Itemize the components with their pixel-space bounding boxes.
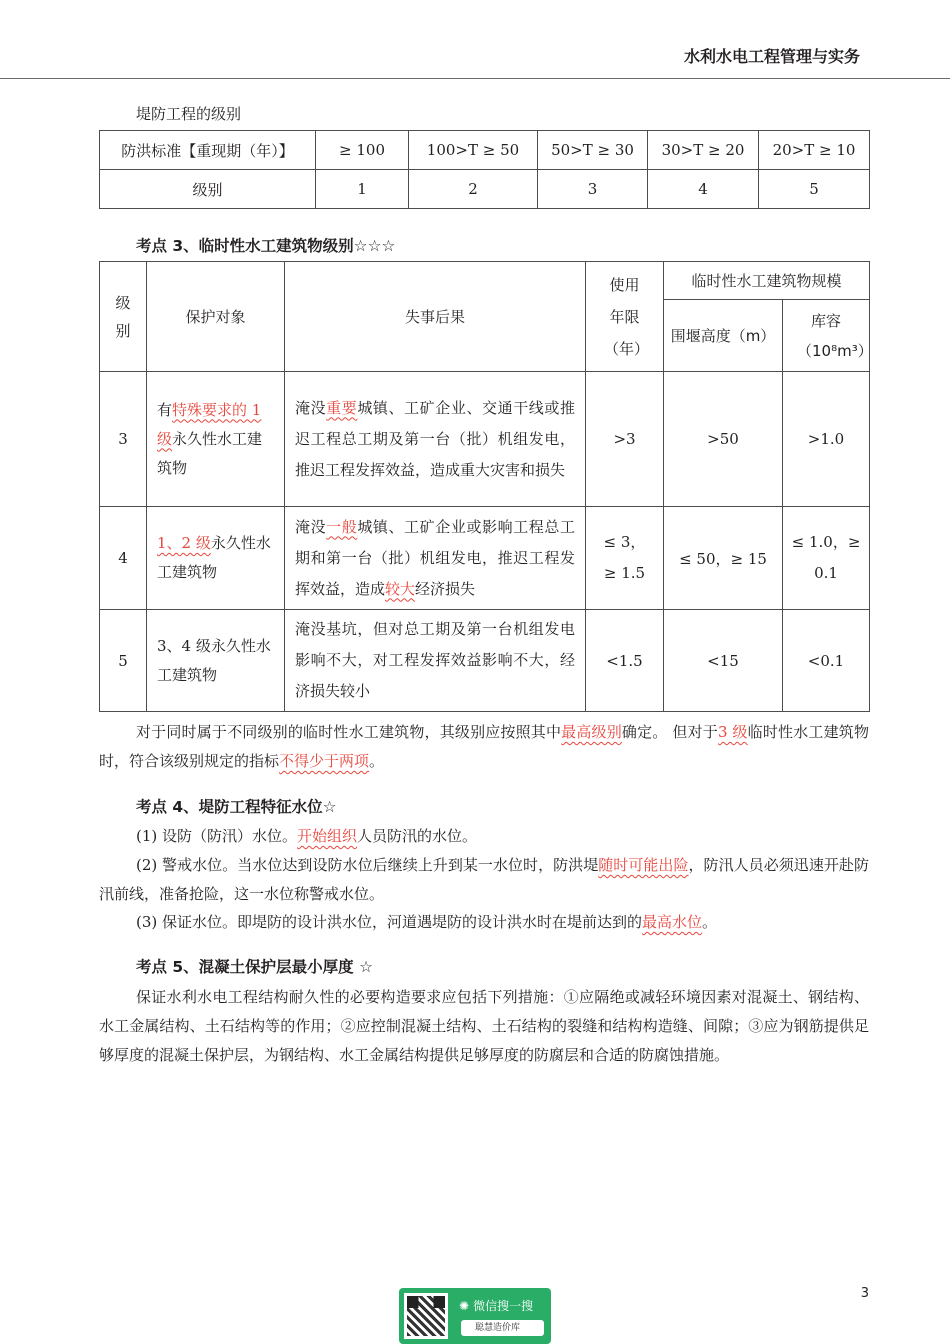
header-cell: 临时性水工建筑物规模	[664, 262, 870, 300]
highlight: 特殊要求的 1 级	[157, 400, 262, 448]
table-row	[100, 610, 870, 712]
table-cell: 5	[759, 170, 870, 209]
table-cell: ≤ 50，≥ 15	[664, 507, 783, 610]
highlight: 最高水位	[642, 913, 703, 931]
table-cell: 淹没一般城镇、工矿企业或影响工程总工期和第一台（批）机组发电，推迟工程发挥效益，造成较大经济损失	[285, 507, 586, 610]
table-cell: 3、4 级永久性水工建筑物	[147, 610, 285, 712]
table-cell: 淹没基坑，但对总工期及第一台机组发电影响不大，对工程发挥效益影响不大，经济损失较小	[285, 610, 586, 712]
table-cell: 3	[100, 372, 147, 507]
table-cell: 1、2 级永久性水工建筑物	[147, 507, 285, 610]
qr-code	[404, 1293, 448, 1339]
table-cell: 4	[100, 507, 147, 610]
highlight: 一般	[326, 517, 358, 536]
section5-heading: 考点 5、混凝土保护层最小厚度 ☆	[136, 958, 373, 976]
wechat-icon: ✺	[459, 1299, 470, 1313]
table-cell: >50	[664, 372, 783, 507]
search-box[interactable]: 聪慧造价库	[461, 1320, 544, 1336]
temporary-structure-table	[99, 261, 873, 712]
levee-level-table	[99, 130, 870, 209]
header-cell: 级别	[100, 262, 147, 372]
wechat-search-badge[interactable]	[399, 1288, 551, 1344]
highlight: 重要	[326, 398, 358, 417]
header-divider	[0, 78, 950, 79]
table-cell: ≤ 1.0，≥ 0.1	[783, 507, 870, 610]
table-cell: 1	[316, 170, 409, 209]
table-cell: 100>T ≥ 50	[409, 131, 538, 170]
table-cell: 2	[409, 170, 538, 209]
section3-heading: 考点 3、临时性水工建筑物级别☆☆☆	[136, 237, 396, 255]
table-cell: <0.1	[783, 610, 870, 712]
section5-paragraph: 保证水利水电工程结构耐久性的必要构造要求应包括下列措施：①应隔绝或减轻环境因素对混凝土、钢结构、水工金属结构、土石结构等的作用；②应控制混凝土结构、土石结构的裂缝和结构构造缝、间隙；③应为钢筋提供足够厚度的混凝土保护层，为钢结构、水工金属结构提供足够厚度的防腐层和合适的防腐蚀措施。	[99, 988, 869, 1064]
badge-label: 微信搜一搜	[473, 1299, 534, 1313]
section4-heading: 考点 4、堤防工程特征水位☆	[136, 798, 337, 816]
table-cell: 50>T ≥ 30	[538, 131, 648, 170]
header-cell: 防洪标准【重现期（年）】	[100, 131, 316, 170]
page-number: 3	[860, 1286, 869, 1301]
highlight: 不得少于两项	[279, 752, 370, 770]
table-cell: ≥ 100	[316, 131, 409, 170]
highlight: 随时可能出险	[598, 856, 689, 874]
header-cell: 使用年限（年）	[586, 262, 664, 372]
table-row	[100, 131, 870, 170]
highlight: 3 级	[717, 723, 748, 741]
header-cell: 保护对象	[147, 262, 285, 372]
header-cell: 失事后果	[285, 262, 586, 372]
table-cell: 20>T ≥ 10	[759, 131, 870, 170]
table-cell: 5	[100, 610, 147, 712]
table-cell: 有特殊要求的 1 级永久性水工建筑物	[147, 372, 285, 507]
highlight: 最高级别	[561, 723, 622, 741]
table-cell: ≤ 3，≥ 1.5	[586, 507, 664, 610]
water-level-item-2: (2) 警戒水位。当水位达到设防水位后继续上升到某一水位时，防洪堤随时可能出险，防汛人员必须迅速开赴防汛前线，准备抢险，这一水位称警戒水位。	[99, 856, 869, 903]
table1-caption: 堤防工程的级别	[136, 105, 242, 123]
header-cell: 级别	[100, 170, 316, 209]
table-row	[100, 170, 870, 209]
table-row	[100, 507, 870, 610]
header-cell: 围堰高度（m）	[664, 300, 783, 372]
table-cell: >1.0	[783, 372, 870, 507]
header-cell: 库容（10⁸m³）	[783, 300, 870, 372]
highlight: 较大	[385, 579, 416, 598]
table-row	[100, 372, 870, 507]
header-title: 水利水电工程管理与实务	[683, 47, 860, 66]
table-cell: 4	[648, 170, 759, 209]
table-header-row	[100, 262, 870, 300]
water-level-item-3: (3) 保证水位。即堤防的设计洪水位，河道遇堤防的设计洪水时在堤前达到的最高水位。	[136, 913, 718, 931]
table-cell: >3	[586, 372, 664, 507]
note-paragraph: 对于同时属于不同级别的临时性水工建筑物，其级别应按照其中最高级别确定。 但对于3 级临时性水工建筑物时，符合该级别规定的指标不得少于两项。	[99, 723, 869, 770]
table-cell: <15	[664, 610, 783, 712]
table-cell: <1.5	[586, 610, 664, 712]
table-cell: 30>T ≥ 20	[648, 131, 759, 170]
highlight: 1、2 级	[157, 534, 211, 552]
table-cell: 淹没重要城镇、工矿企业、交通干线或推迟工程总工期及第一台（批）机组发电，推迟工程发挥效益，造成重大灾害和损失	[285, 372, 586, 507]
highlight: 开始组织	[297, 827, 358, 845]
water-level-item-1: (1) 设防（防汛）水位。开始组织人员防汛的水位。	[136, 827, 478, 845]
table-cell: 3	[538, 170, 648, 209]
